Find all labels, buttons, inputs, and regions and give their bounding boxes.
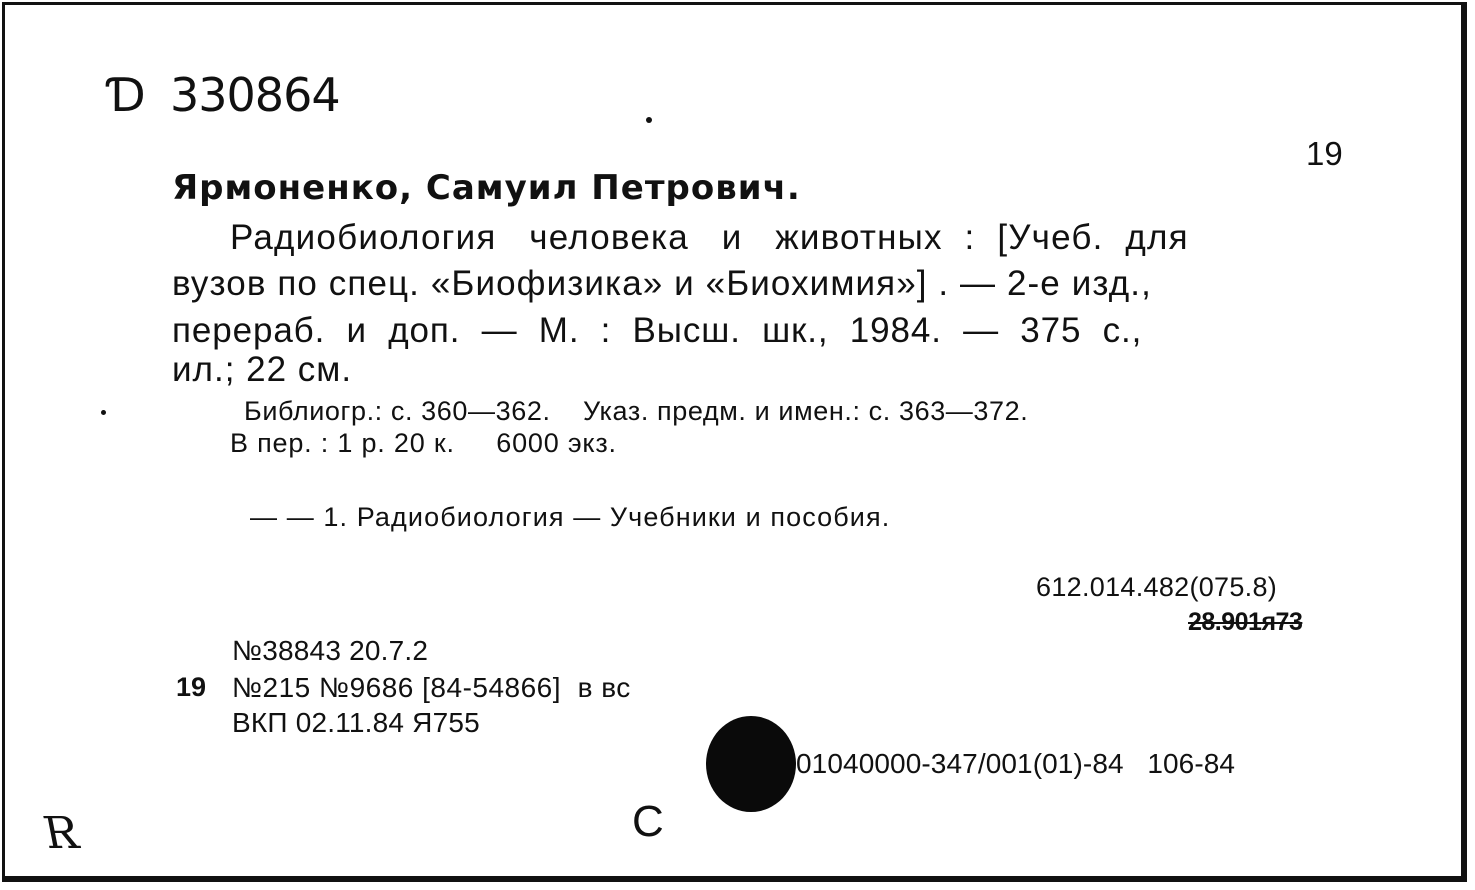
inventory-number: 330864 (170, 68, 340, 122)
notes-line-1: Библиогр.: с. 360—362. Указ. предм. и имен.: с. 363—372. (244, 396, 1029, 426)
register-line-3: ВКП 02.11.84 Я755 (232, 707, 480, 738)
ink-stamp-blot (706, 716, 796, 812)
udc-code: 612.014.482(075.8) (1036, 572, 1278, 602)
description-line-1: Радиобиология человека и животных : [Учеб. для (230, 218, 1189, 257)
bbk-code: 28.901я73 (1188, 608, 1303, 636)
code-line: 01040000-347/001(01)-84 106-84 (796, 748, 1236, 779)
punch-dot-top (646, 117, 652, 123)
page-number: 19 (1306, 135, 1343, 172)
description-line-3: перераб. и доп. — М. : Высш. шк., 1984. — 375 с., (172, 311, 1143, 350)
subject-line: — — 1. Радиобиология — Учебники и пособия. (250, 502, 891, 532)
description-line-4: ил.; 22 см. (172, 350, 353, 389)
register-prefix: 19 (176, 672, 207, 702)
handwritten-mark: Я (44, 808, 80, 859)
register-line-1: №38843 20.7.2 (232, 635, 429, 666)
notes-line-2: В пер. : 1 р. 20 к. 6000 экз. (230, 428, 617, 458)
inventory-prefix: Ɗ (108, 68, 145, 122)
register-line-2: №215 №9686 [84-54866] в вс (232, 672, 631, 703)
punch-dot-left (101, 410, 106, 415)
description-line-2: вузов по спец. «Биофизика» и «Биохимия»] . — 2-е изд., (172, 264, 1152, 303)
author-heading: Ярмоненко, Самуил Петрович. (172, 168, 801, 208)
copyright-mark: C (632, 797, 664, 846)
